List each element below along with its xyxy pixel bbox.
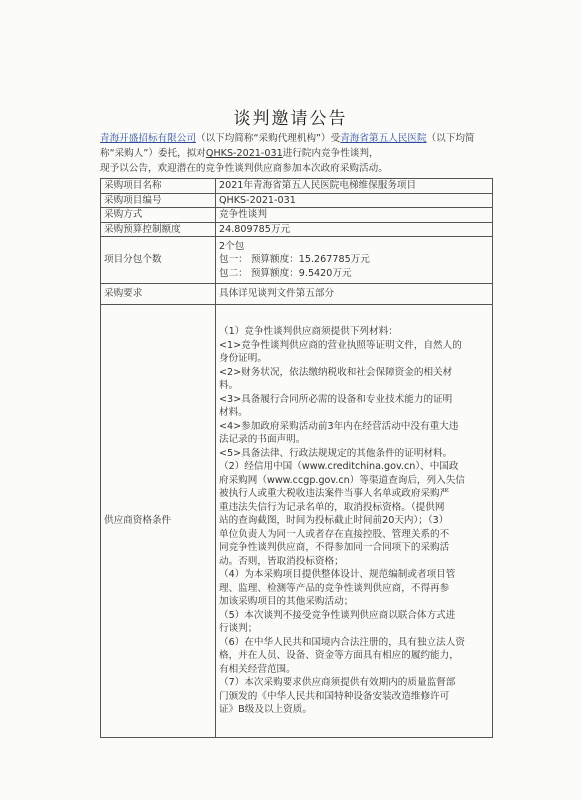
qualification-line: 单位负责人为同一人或者存在直接控股、管理关系的不 xyxy=(219,528,450,540)
qualification-line: 同竞争性谈判供应商，不得参加同一合同项下的采购活 xyxy=(219,542,450,554)
table-row xyxy=(101,208,493,223)
qualification-line: 理、监理、检测等产品的竞争性谈判供应商，不得再参 xyxy=(219,582,450,594)
table-row xyxy=(101,222,493,237)
qualification-line: <2>财务状况，依法缴纳税收和社会保障资金的相关材 xyxy=(219,366,453,378)
qualification-line: 料。 xyxy=(219,380,239,392)
purchaser-alias: （以下均简称“采购人”）委托，拟对 xyxy=(100,133,475,159)
qualification-line: 身份证明。 xyxy=(219,353,267,365)
qualification-line: （2）经信用中国（www.creditchina.gov.cn）、中国政 xyxy=(219,461,459,473)
qualification-line: （7）本次采购要求供应商须提供有效期内的质量监督部 xyxy=(219,677,456,689)
row-label: 采购项目名称 xyxy=(101,179,216,194)
table-row-qualifications xyxy=(101,305,493,738)
qualification-line: 有相关经营范围。 xyxy=(219,663,296,675)
qualification-line: 法记录的书面声明。 xyxy=(219,434,306,446)
table-row-packages xyxy=(101,237,493,284)
intro-paragraph xyxy=(100,131,492,176)
procurement-table xyxy=(100,178,493,738)
qualification-line: <5>具备法律、行政法规规定的其他条件的证明材料。 xyxy=(219,447,453,459)
qualifications-value xyxy=(216,305,493,738)
qualification-line: 站的查询截图，时间为投标截止时间前20天内）；（3） xyxy=(219,515,449,527)
qualification-line: 门颁发的《中华人民共和国特种设备安装改造维修许可 xyxy=(219,690,450,702)
qualification-line: 加该采购项目的其他采购活动； xyxy=(219,596,354,608)
row-label: 采购方式 xyxy=(101,208,216,223)
qualification-line: 重违法失信行为记录名单的，取消投标资格。（提供网 xyxy=(219,501,445,513)
row-label: 供应商资格条件 xyxy=(101,305,216,738)
qualification-line: <3>具备履行合同所必需的设备和专业技术能力的证明 xyxy=(219,393,453,405)
packages-line: 包一： 预算额度：15.267785万元 xyxy=(219,254,370,266)
row-label: 项目分包个数 xyxy=(101,237,216,284)
qualification-line: 动。否则，皆取消投标资格； xyxy=(219,555,344,567)
qualification-line: （5）本次谈判不接受竞争性谈判供应商以联合体方式进 xyxy=(219,609,456,621)
row-value: 具体详见谈判文件第五部分 xyxy=(216,284,493,305)
table-row xyxy=(101,193,493,208)
qualification-line: （4）为本采购项目提供整体设计、规范编制或者项目管 xyxy=(219,569,456,581)
qualification-line: 材料。 xyxy=(219,407,248,419)
qualification-line: 证》B级及以上资质。 xyxy=(219,704,312,716)
agency-name: 青海开盛招标有限公司 xyxy=(100,133,196,144)
qualification-line: （6）在中华人民共和国境内合法注册的，具有独立法人资 xyxy=(219,636,465,648)
qualification-line: 府采购网（www.ccgp.gov.cn）等渠道查询后，列入失信 xyxy=(219,474,465,486)
row-value: 24.809785万元 xyxy=(216,222,493,237)
packages-line: 包二： 预算额度：9.5420万元 xyxy=(219,267,352,279)
intro-line-2: 现予以公告，欢迎潜在的竞争性谈判供应商参加本次政府采购活动。 xyxy=(100,163,388,174)
row-label: 采购要求 xyxy=(101,284,216,305)
qualification-line: <4>参加政府采购活动前3年内在经营活动中没有重大违 xyxy=(219,420,459,432)
qualification-line: 被执行人或重大税收违法案件当事人名单或政府采购严 xyxy=(219,488,450,500)
intro-line-tail: 进行院内竞争性谈判， xyxy=(282,148,379,159)
packages-line: 2个包 xyxy=(219,240,245,252)
qualification-line: （1）竞争性谈判供应商须提供下列材料： xyxy=(219,326,398,338)
row-label: 采购预算控制额度 xyxy=(101,222,216,237)
agency-alias: （以下均简称“采购代理机构”）受 xyxy=(195,133,341,144)
row-value: 2021年青海省第五人民医院电梯维保服务项目 xyxy=(216,179,493,194)
page-title: 谈判邀请公告 xyxy=(233,109,348,129)
qualification-line: 格，并在人员、设备、资金等方面具有相应的履约能力， xyxy=(219,650,459,662)
table-row-requirements xyxy=(101,284,493,305)
qualification-line: <1>竞争性谈判供应商的营业执照等证明文件，自然人的 xyxy=(219,339,462,351)
purchaser-name: 青海省第五人民医院 xyxy=(340,133,427,144)
row-value: 竞争性谈判 xyxy=(216,208,493,223)
row-label: 采购项目编号 xyxy=(101,193,216,208)
qualification-line: 行谈判； xyxy=(219,623,258,635)
packages-value xyxy=(216,237,493,284)
row-value: QHKS-2021-031 xyxy=(216,193,493,208)
project-code: QHKS-2021-031 xyxy=(205,148,283,159)
table-row xyxy=(101,179,493,194)
